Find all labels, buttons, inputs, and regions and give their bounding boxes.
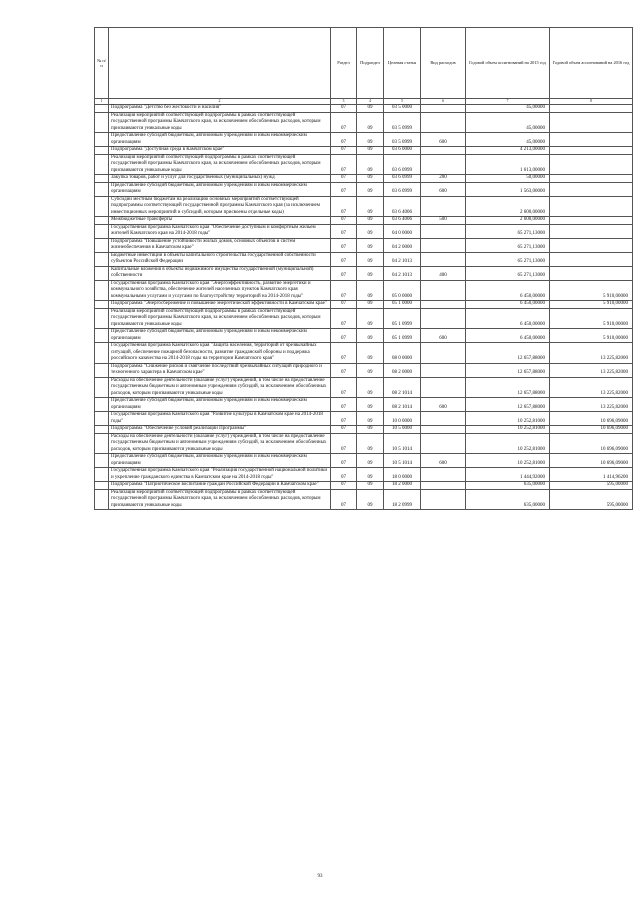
cell-2016 — [550, 175, 633, 183]
cell-target: 10 5 1014 — [384, 454, 421, 468]
cell-vid: 600 — [421, 329, 466, 343]
cell-podrazdel: 09 — [357, 433, 384, 454]
cell-2016: 10 696,09000 — [550, 412, 633, 426]
cell-razdel: 07 — [331, 343, 357, 364]
table-row — [95, 482, 633, 490]
cell-razdel: 07 — [331, 377, 357, 398]
table-row — [95, 238, 633, 252]
cell-podrazdel: 09 — [357, 175, 384, 183]
cell-podrazdel: 09 — [357, 468, 384, 482]
cell-vid: 400 — [421, 266, 466, 280]
cell-2015: 6 450,00000 — [466, 329, 550, 343]
table-row — [95, 308, 633, 329]
cell-podrazdel: 09 — [357, 301, 384, 309]
cell-vid — [421, 482, 466, 490]
cell-name: Предоставление субсидий бюджетным, автономным учреждениям и иным некоммерческим организациям — [109, 454, 331, 468]
cell-2015: 4 213,00000 — [466, 147, 550, 155]
cell-2016 — [550, 133, 633, 147]
header-podrazdel: Подраздел — [357, 28, 384, 99]
cell-razdel: 07 — [331, 252, 357, 266]
cell-target: 08 0 0000 — [384, 343, 421, 364]
cell-vid: 600 — [421, 454, 466, 468]
col-number: 6 — [421, 99, 466, 105]
cell-razdel: 07 — [331, 301, 357, 309]
cell-name: Реализация мероприятий соответствующей подпрограммы в рамках соответствующей государственной программы Камчатского края, за исключением обособленных расходов, которым присваиваются уникальные коды — [109, 308, 331, 329]
cell-num — [95, 454, 109, 468]
table-row — [95, 175, 633, 183]
cell-num — [95, 154, 109, 175]
cell-2015: 635,00000 — [466, 489, 550, 510]
cell-podrazdel: 09 — [357, 154, 384, 175]
header-num: № п/п — [95, 28, 109, 99]
cell-2015: 65 271,13000 — [466, 224, 550, 238]
table-row — [95, 154, 633, 175]
cell-podrazdel: 09 — [357, 363, 384, 377]
cell-vid — [421, 154, 466, 175]
cell-razdel: 07 — [331, 238, 357, 252]
cell-name: Подпрограмма "Повышение устойчивости жилых домов, основных объектов и систем жизнеобеспечения в Камчатском крае" — [109, 238, 331, 252]
cell-2016 — [550, 154, 633, 175]
cell-target: 04 2 1013 — [384, 266, 421, 280]
cell-num — [95, 412, 109, 426]
table-row — [95, 468, 633, 482]
cell-num — [95, 175, 109, 183]
cell-target: 18 2 0000 — [384, 482, 421, 490]
table-row — [95, 489, 633, 510]
cell-podrazdel: 09 — [357, 412, 384, 426]
cell-2015: 1 563,00000 — [466, 182, 550, 196]
cell-2015: 45,00000 — [466, 105, 550, 113]
cell-name: Расходы на обеспечение деятельности (оказание услуг) учреждений, в том числе на предоставление государственным бюджетным и автономным учреждениям субсидий, за исключением обособленных расходов, которым присваиваются уникальные коды — [109, 377, 331, 398]
table-row — [95, 301, 633, 309]
cell-2015: 10 252,81000 — [466, 433, 550, 454]
cell-target: 05 1 0999 — [384, 329, 421, 343]
cell-vid — [421, 363, 466, 377]
cell-num — [95, 308, 109, 329]
cell-razdel: 07 — [331, 433, 357, 454]
table-row — [95, 454, 633, 468]
cell-vid — [421, 468, 466, 482]
cell-name: Предоставление субсидий бюджетным, автономным учреждениям и иным некоммерческим организациям — [109, 329, 331, 343]
cell-podrazdel: 09 — [357, 329, 384, 343]
cell-podrazdel: 09 — [357, 196, 384, 217]
cell-2016: 13 225,82000 — [550, 343, 633, 364]
cell-razdel: 07 — [331, 175, 357, 183]
cell-razdel: 07 — [331, 224, 357, 238]
cell-podrazdel: 09 — [357, 105, 384, 113]
cell-2015: 1 444,92000 — [466, 468, 550, 482]
cell-2015: 6 450,00000 — [466, 308, 550, 329]
cell-2015: 6 450,00000 — [466, 301, 550, 309]
cell-2015: 45,00000 — [466, 133, 550, 147]
cell-2016 — [550, 182, 633, 196]
cell-name: Государственная программа Камчатского края "Энергоэффективность, развитие энергетики и коммунального хозяйства, обеспечение жителей населенных пунктов Камчатского края коммунальными услугами и услугами по благоустройству территорий на 2014-2018 годы" — [109, 280, 331, 301]
cell-target: 10 5 1014 — [384, 433, 421, 454]
cell-vid — [421, 433, 466, 454]
cell-2016: 595,00000 — [550, 482, 633, 490]
cell-2016 — [550, 196, 633, 217]
cell-podrazdel: 09 — [357, 147, 384, 155]
cell-2016 — [550, 238, 633, 252]
cell-razdel: 07 — [331, 308, 357, 329]
cell-razdel: 07 — [331, 196, 357, 217]
col-number: 2 — [109, 99, 331, 105]
cell-podrazdel: 09 — [357, 133, 384, 147]
cell-num — [95, 133, 109, 147]
cell-num — [95, 426, 109, 434]
cell-num — [95, 377, 109, 398]
cell-name: Государственная программа Камчатского края "Развитие культуры в Камчатском крае на 2014-2018 годы" — [109, 412, 331, 426]
cell-num — [95, 489, 109, 510]
cell-2016 — [550, 217, 633, 225]
cell-name: Подпрограмма "Обеспечение условий реализации Программы" — [109, 426, 331, 434]
cell-razdel: 07 — [331, 112, 357, 133]
cell-name: Подпрограмма "Детство без жестокости и насилия" — [109, 105, 331, 113]
cell-target: 03 5 0000 — [384, 105, 421, 113]
cell-name: Государственная программа Камчатского края "Обеспечение доступным и комфортным жильем жителей Камчатского края на 2014-2018 годы" — [109, 224, 331, 238]
cell-target: 03 6 0999 — [384, 182, 421, 196]
cell-podrazdel: 09 — [357, 454, 384, 468]
cell-name: Подпрограмма "Снижение рисков и смягчение последствий чрезвычайных ситуаций природного и техногенного характера в Камчатском крае" — [109, 363, 331, 377]
table-row — [95, 426, 633, 434]
cell-target: 18 0 0000 — [384, 468, 421, 482]
cell-podrazdel: 09 — [357, 343, 384, 364]
cell-2016 — [550, 147, 633, 155]
cell-num — [95, 343, 109, 364]
table-row — [95, 329, 633, 343]
cell-target: 04 0 0000 — [384, 224, 421, 238]
cell-razdel: 07 — [331, 489, 357, 510]
cell-num — [95, 363, 109, 377]
cell-2015: 6 450,00000 — [466, 280, 550, 301]
cell-name: Закупка товаров, работ и услуг для государственных (муниципальных) нужд — [109, 175, 331, 183]
cell-razdel: 07 — [331, 266, 357, 280]
header-row — [95, 28, 633, 99]
cell-podrazdel: 09 — [357, 308, 384, 329]
cell-razdel: 07 — [331, 280, 357, 301]
cell-target: 03 6 0999 — [384, 175, 421, 183]
header-target: Целевая статья — [384, 28, 421, 99]
table-row — [95, 133, 633, 147]
table-row — [95, 433, 633, 454]
table-row — [95, 196, 633, 217]
cell-vid: 600 — [421, 398, 466, 412]
table-row — [95, 224, 633, 238]
cell-vid — [421, 308, 466, 329]
header-name — [109, 28, 331, 99]
table-row — [95, 217, 633, 225]
cell-razdel: 07 — [331, 468, 357, 482]
cell-target: 03 5 0999 — [384, 133, 421, 147]
cell-name: Реализация мероприятий соответствующей подпрограммы в рамках соответствующей государственной программы Камчатского края, за исключением обособленных расходов, которым присваиваются уникальные коды — [109, 112, 331, 133]
cell-2016: 5 910,00000 — [550, 308, 633, 329]
cell-vid — [421, 412, 466, 426]
table-row — [95, 147, 633, 155]
cell-2015: 65 271,13000 — [466, 238, 550, 252]
col-number: 4 — [357, 99, 384, 105]
cell-2016: 1 414,96200 — [550, 468, 633, 482]
cell-name: Реализация мероприятий соответствующей подпрограммы в рамках соответствующей государственной программы Камчатского края, за исключением обособленных расходов, которым присваиваются уникальные коды — [109, 154, 331, 175]
cell-2016 — [550, 112, 633, 133]
cell-target: 05 1 0000 — [384, 301, 421, 309]
cell-target: 03 5 0999 — [384, 112, 421, 133]
cell-vid — [421, 252, 466, 266]
cell-name: Подпрограмма "Энергосбережение и повышение энергетической эффективности в Камчатском крае" — [109, 301, 331, 309]
cell-podrazdel: 09 — [357, 238, 384, 252]
cell-vid: 200 — [421, 175, 466, 183]
cell-name: Расходы на обеспечение деятельности (оказание услуг) учреждений, в том числе на предоставление государственным бюджетным и автономным учреждениям субсидий, за исключением обособленных расходов, которым присваиваются уникальные коды — [109, 433, 331, 454]
cell-name: Предоставление субсидий бюджетным, автономным учреждениям и иным некоммерческим организациям — [109, 182, 331, 196]
cell-vid — [421, 426, 466, 434]
cell-2015: 635,00000 — [466, 482, 550, 490]
header-vid: Вид расходов — [421, 28, 466, 99]
cell-razdel: 07 — [331, 363, 357, 377]
table-row — [95, 398, 633, 412]
cell-vid — [421, 224, 466, 238]
table-row — [95, 105, 633, 113]
cell-target: 04 2 1013 — [384, 252, 421, 266]
cell-2015: 12 657,88000 — [466, 398, 550, 412]
cell-2016 — [550, 105, 633, 113]
cell-2015: 12 657,88000 — [466, 363, 550, 377]
cell-name: Межбюджетные трансферты — [109, 217, 331, 225]
cell-2016: 595,00000 — [550, 489, 633, 510]
cell-num — [95, 252, 109, 266]
cell-razdel: 07 — [331, 105, 357, 113]
cell-2016: 5 910,00000 — [550, 329, 633, 343]
cell-num — [95, 280, 109, 301]
cell-podrazdel: 09 — [357, 398, 384, 412]
cell-2016 — [550, 252, 633, 266]
cell-vid — [421, 105, 466, 113]
cell-podrazdel: 09 — [357, 224, 384, 238]
table-row — [95, 280, 633, 301]
cell-num — [95, 301, 109, 309]
cell-2015: 65 271,13000 — [466, 252, 550, 266]
cell-2016: 5 910,00000 — [550, 280, 633, 301]
cell-2015: 12 657,88000 — [466, 343, 550, 364]
cell-vid — [421, 343, 466, 364]
cell-name: Субсидии местным бюджетам на реализацию основных мероприятий соответствующей подпрограммы соответствующей государственной программы Камчатского края (за исключением инвестиционных мероприятий и субсидий, которым присвоены отдельные коды) — [109, 196, 331, 217]
cell-num — [95, 398, 109, 412]
cell-target: 08 2 1014 — [384, 398, 421, 412]
cell-razdel: 07 — [331, 454, 357, 468]
cell-name: Реализация мероприятий соответствующей подпрограммы в рамках соответствующей государственной программы Камчатского края, за исключением обособленных расходов, которым присваиваются уникальные коды — [109, 489, 331, 510]
cell-target: 03 6 0000 — [384, 147, 421, 155]
table-row — [95, 252, 633, 266]
cell-podrazdel: 09 — [357, 252, 384, 266]
cell-name: Государственная программа Камчатского края "Защита населения, территорий от чрезвычайных ситуаций, обеспечение пожарной безопасности, развитие гражданской обороны и поддержка российского казачества на 2014-2018 годы на территории Камчатского края" — [109, 343, 331, 364]
cell-2016: 13 225,82000 — [550, 398, 633, 412]
cell-razdel: 07 — [331, 482, 357, 490]
table-body — [95, 105, 633, 510]
cell-vid — [421, 147, 466, 155]
cell-2015: 65 271,13000 — [466, 266, 550, 280]
cell-vid — [421, 489, 466, 510]
page-number: 93 — [317, 874, 323, 879]
cell-num — [95, 147, 109, 155]
col-number: 3 — [331, 99, 357, 105]
cell-name: Бюджетные инвестиции в объекты капитального строительства государственной собственности субъектов Российской Федерации — [109, 252, 331, 266]
cell-vid: 500 — [421, 217, 466, 225]
cell-razdel: 07 — [331, 154, 357, 175]
cell-podrazdel: 09 — [357, 489, 384, 510]
cell-2016: 5 910,00000 — [550, 301, 633, 309]
cell-target: 10 5 0000 — [384, 426, 421, 434]
cell-num — [95, 266, 109, 280]
cell-razdel: 07 — [331, 217, 357, 225]
cell-podrazdel: 09 — [357, 377, 384, 398]
cell-2015: 2 600,00000 — [466, 196, 550, 217]
cell-num — [95, 329, 109, 343]
cell-2015: 10 252,81000 — [466, 454, 550, 468]
cell-target: 18 2 0999 — [384, 489, 421, 510]
cell-2015: 10 252,81000 — [466, 412, 550, 426]
table-row — [95, 343, 633, 364]
table-row — [95, 266, 633, 280]
cell-target: 05 1 0999 — [384, 308, 421, 329]
header-razdel: Раздел — [331, 28, 357, 99]
cell-num — [95, 196, 109, 217]
cell-num — [95, 468, 109, 482]
cell-2015: 2 600,00000 — [466, 217, 550, 225]
cell-name: Государственная программа Камчатского края "Реализация государственной национальной политики и укрепление гражданского единства в Камчатском крае на 2014-2018 годы" — [109, 468, 331, 482]
cell-razdel: 07 — [331, 412, 357, 426]
cell-razdel: 07 — [331, 133, 357, 147]
cell-podrazdel: 09 — [357, 482, 384, 490]
cell-2016: 10 696,09000 — [550, 426, 633, 434]
cell-target: 03 6 4006 — [384, 217, 421, 225]
cell-2016: 10 696,09000 — [550, 433, 633, 454]
table-row — [95, 363, 633, 377]
cell-name: Предоставление субсидий бюджетным, автономным учреждениям и иным некоммерческим организациям — [109, 398, 331, 412]
cell-2015: 12 657,88000 — [466, 377, 550, 398]
cell-2016: 13 225,82000 — [550, 363, 633, 377]
cell-name: Капитальные вложения в объекты недвижимого имущества государственной (муниципальной) собственности — [109, 266, 331, 280]
table-row — [95, 182, 633, 196]
cell-vid — [421, 280, 466, 301]
cell-razdel: 07 — [331, 182, 357, 196]
cell-num — [95, 217, 109, 225]
table-row — [95, 412, 633, 426]
cell-razdel: 07 — [331, 329, 357, 343]
cell-vid: 600 — [421, 182, 466, 196]
cell-num — [95, 182, 109, 196]
cell-target: 05 0 0000 — [384, 280, 421, 301]
table-row — [95, 377, 633, 398]
cell-podrazdel: 09 — [357, 182, 384, 196]
cell-2015: 1 613,00000 — [466, 154, 550, 175]
cell-target: 08 2 0000 — [384, 363, 421, 377]
cell-2015: 10 252,81000 — [466, 426, 550, 434]
cell-razdel: 07 — [331, 398, 357, 412]
cell-2016: 10 696,09000 — [550, 454, 633, 468]
cell-2016 — [550, 266, 633, 280]
cell-razdel: 07 — [331, 426, 357, 434]
cell-target: 08 2 1014 — [384, 377, 421, 398]
cell-target: 10 0 0000 — [384, 412, 421, 426]
cell-2016: 13 225,82000 — [550, 377, 633, 398]
header-2015: Годовой объем ассигнований на 2015 год — [466, 28, 550, 99]
cell-name: Подпрограмма "Патриотическое воспитание граждан Российской Федерации в Камчатском крае" — [109, 482, 331, 490]
cell-podrazdel: 09 — [357, 217, 384, 225]
budget-table-page — [94, 27, 632, 510]
cell-vid — [421, 238, 466, 252]
header-2016: Годовой объем ассигнований на 2016 год — [550, 28, 633, 99]
cell-vid — [421, 196, 466, 217]
cell-num — [95, 224, 109, 238]
cell-vid: 600 — [421, 133, 466, 147]
cell-vid — [421, 112, 466, 133]
cell-num — [95, 433, 109, 454]
col-number: 5 — [384, 99, 421, 105]
cell-name: Предоставление субсидий бюджетным, автономным учреждениям и иным некоммерческим организациям — [109, 133, 331, 147]
cell-podrazdel: 09 — [357, 280, 384, 301]
cell-podrazdel: 09 — [357, 266, 384, 280]
col-number: 1 — [95, 99, 109, 105]
cell-target: 03 6 4006 — [384, 196, 421, 217]
cell-vid — [421, 377, 466, 398]
cell-podrazdel: 09 — [357, 426, 384, 434]
cell-2015: 50,00000 — [466, 175, 550, 183]
cell-2015: 45,00000 — [466, 112, 550, 133]
cell-num — [95, 482, 109, 490]
cell-target: 04 2 0000 — [384, 238, 421, 252]
cell-target: 03 6 0999 — [384, 154, 421, 175]
cell-name: Подпрограмма "Доступная среда в Камчатском крае" — [109, 147, 331, 155]
cell-num — [95, 105, 109, 113]
cell-num — [95, 112, 109, 133]
budget-table — [94, 27, 633, 510]
cell-2016 — [550, 224, 633, 238]
cell-razdel: 07 — [331, 147, 357, 155]
cell-podrazdel: 09 — [357, 112, 384, 133]
cell-vid — [421, 301, 466, 309]
cell-num — [95, 238, 109, 252]
table-row — [95, 112, 633, 133]
col-number: 7 — [466, 99, 550, 105]
col-number: 8 — [550, 99, 633, 105]
